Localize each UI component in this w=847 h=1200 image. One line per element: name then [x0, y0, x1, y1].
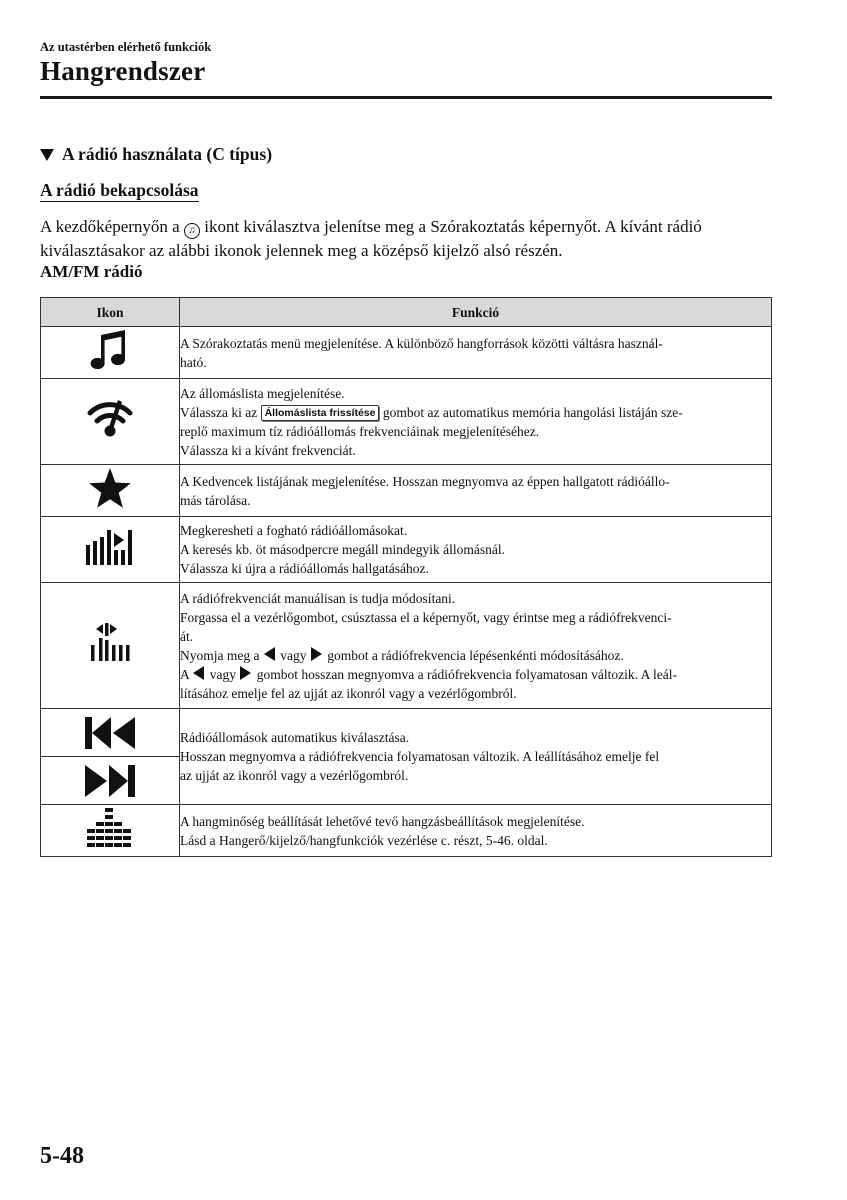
star-icon [88, 467, 132, 509]
row-text: más tárolása. [180, 492, 251, 508]
row-text: A Szórakoztatás menü megjelenítése. A különböző hangforrások közötti váltásra használ- [180, 335, 663, 351]
header-function: Funkció [180, 298, 772, 327]
music-note-icon [90, 328, 130, 372]
row-text [180, 646, 771, 665]
equalizer-icon [85, 807, 135, 849]
subheading [40, 144, 272, 165]
row-text: A rádiófrekvenciát manuálisan is tudja módosítani. [180, 590, 456, 606]
subheading-2 [40, 180, 199, 201]
icon-cell [41, 465, 180, 517]
table-row [41, 517, 772, 583]
icon-subcell [41, 757, 179, 804]
triangle-down-icon [40, 149, 54, 161]
row-text-part: Nyomja meg a [180, 647, 263, 663]
scan-icon [84, 527, 136, 567]
row-text [180, 403, 771, 422]
row-text: A Kedvencek listájának megjelenítése. Hosszan megnyomva az éppen hallgatott rádióállo- [180, 473, 670, 489]
row-text: Lásd a Hangerő/kijelző/hangfunkciók vezérlése c. részt, 5-46. oldal. [180, 832, 548, 848]
icon-cell [41, 379, 180, 465]
row-text: Hosszan megnyomva a rádiófrekvencia folyamatosan változik. A leállításához emelje fel [180, 749, 660, 764]
row-text: Rádióállomások automatikus kiválasztása. [180, 730, 410, 745]
function-table [40, 297, 772, 857]
row-text: Forgassa el a vezérlőgombot, csúsztassa el a képernyőt, vagy érintse meg a rádiófrekvenci- [180, 609, 672, 625]
arrow-left-icon[interactable] [193, 666, 204, 680]
row-text-part: vagy [276, 647, 310, 663]
row-text: Az állomáslista megjelenítése. [180, 385, 345, 401]
text-cell [180, 805, 772, 857]
row-text: át. [180, 628, 194, 644]
row-text: ható. [180, 354, 207, 370]
header-icon: Ikon [41, 298, 180, 327]
text-cell [180, 583, 772, 709]
subheading-text: A rádió használata (C típus) [62, 144, 273, 164]
skip-back-icon [83, 716, 137, 750]
row-text-part: gombot az automatikus memória hangolási listáján sze- [379, 404, 683, 420]
intro-paragraph [40, 215, 775, 263]
text-cell [180, 709, 772, 805]
icon-cell [41, 327, 180, 379]
update-station-list-button[interactable]: Állomáslista frissítése [261, 405, 380, 421]
manual-tune-icon [90, 623, 130, 663]
row-text: Válassza ki újra a rádióállomás hallgatásához. [180, 561, 429, 576]
subheading-2-text: A rádió bekapcsolása [40, 180, 199, 200]
page-number: 5-48 [40, 1143, 84, 1169]
table-row [41, 379, 772, 465]
row-text: az ujját az ikonról vagy a vezérlőgombról. [180, 768, 409, 783]
page-title: Hangrendszer [40, 56, 206, 86]
row-text-part: Válassza ki az [180, 404, 261, 420]
icon-cell [41, 517, 180, 583]
row-text-part: A [180, 666, 193, 682]
icon-subcell [41, 709, 179, 757]
section-label: Az utastérben elérhető funkciók [40, 40, 212, 54]
table-row [41, 327, 772, 379]
title-divider [40, 96, 772, 99]
row-text: Megkeresheti a fogható rádióállomásokat. [180, 523, 408, 538]
icon-cell [41, 709, 180, 805]
table-row [41, 805, 772, 857]
table-row [41, 583, 772, 709]
table-row [41, 709, 772, 805]
intro-text-2: ikont kiválasztva jelenítse meg a Szórakoztatás képernyőt. A kívánt rádió kiválasztásakor az alábbi ikonok jelennek meg a középső kijelző alsó részén. [40, 217, 702, 260]
row-text: A hangminőség beállítását lehetővé tevő hangzásbeállítások megjelenítése. [180, 813, 585, 829]
row-text-part: gombot a rádiófrekvencia lépésenkénti módosításához. [323, 647, 624, 663]
music-circle-icon: ♫ [184, 223, 200, 239]
row-text-part: gombot hosszan megnyomva a rádiófrekvencia folyamatosan változik. A leál- [253, 666, 678, 682]
row-text-part: vagy [206, 666, 240, 682]
row-text: lításához emelje fel az ujját az ikonról vagy a vezérlőgombról. [180, 685, 517, 701]
row-text: A keresés kb. öt másodpercre megáll mindegyik állomásnál. [180, 542, 506, 557]
text-cell [180, 327, 772, 379]
skip-forward-icon [83, 764, 137, 798]
text-cell [180, 517, 772, 583]
arrow-right-icon[interactable] [240, 666, 251, 680]
icon-cell [41, 583, 180, 709]
row-text: replő maximum tíz rádióállomás frekvenciáinak megjelenítéséhez. [180, 423, 540, 439]
table-header-row [41, 298, 772, 327]
row-text [180, 665, 771, 684]
text-cell [180, 379, 772, 465]
icon-cell [41, 805, 180, 857]
arrow-right-icon[interactable] [311, 647, 322, 661]
subheading-3: AM/FM rádió [40, 262, 143, 281]
arrow-left-icon[interactable] [264, 647, 275, 661]
row-text: Válassza ki a kívánt frekvenciát. [180, 442, 356, 458]
intro-text-1: A kezdőképernyőn a [40, 217, 184, 236]
text-cell [180, 465, 772, 517]
table-row [41, 465, 772, 517]
radio-signal-icon [87, 396, 133, 442]
